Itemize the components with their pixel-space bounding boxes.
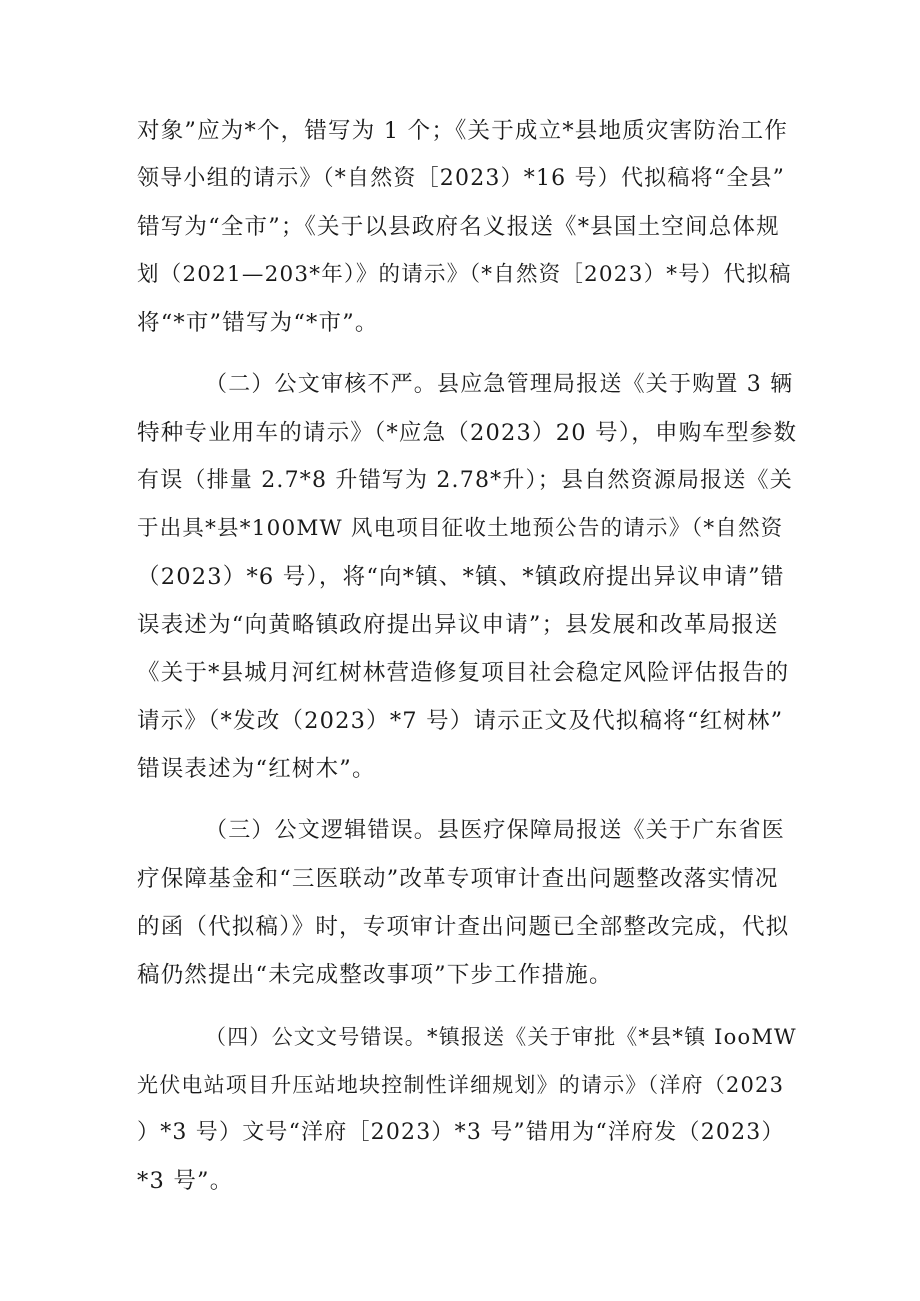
text-line: 光伏电站项目升压站地块控制性详细规划》的请示》（洋府（2023 <box>137 1073 785 1097</box>
text-line: *3 号”。 <box>137 1168 234 1194</box>
text-line: 于出具*县*100MW 风电项目征收土地预公告的请示》（*自然资 <box>137 516 784 541</box>
paragraph-heading-line: （二）公文审核不严。县应急管理局报送《关于购置 3 辆 <box>205 372 794 397</box>
paragraph-heading-line: （四）公文文号错误。*镇报送《关于审批《*县*镇 IooMW <box>205 1025 797 1049</box>
text-line: 特种专业用车的请示》（*应急（2023）20 号），申购车型参数 <box>137 420 797 446</box>
text-line: 稿仍然提出“未完成整改事项”下步工作措施。 <box>137 962 613 988</box>
text-line: 请示》（*发改（2023）*7 号）请示正文及代拟稿将“红树林” <box>137 708 784 734</box>
text-line: 划（2021—203*年）》的请示》（*自然资［2023）*号）代拟稿 <box>137 262 792 287</box>
text-line: 《关于*县城月河红树林营造修复项目社会稳定风险评估报告的 <box>137 660 790 686</box>
text-line: 疗保障基金和“三医联动”改革专项审计查出问题整改落实情况 <box>137 866 779 892</box>
text-line: （2023）*6 号），将“向*镇、*镇、*镇政府提出异议申请”错 <box>137 564 785 590</box>
text-line: ）*3 号）文号“洋府［2023）*3 号”错用为“洋府发（2023） <box>137 1120 785 1145</box>
text-line: 误表述为“向黄略镇政府提出异议申请”；县发展和改革局报送 <box>137 612 779 638</box>
text-line: 对象”应为*个，错写为 1 个；《关于成立*县地质灾害防治工作 <box>137 118 789 144</box>
text-line: 有误（排量 2.7*8 升错写为 2.78*升）；县自然资源局报送《关 <box>137 468 793 493</box>
text-line: 错写为“全市”；《关于以县政府名义报送《*县国土空间总体规 <box>137 214 780 240</box>
paragraph-heading-line: （三）公文逻辑错误。县医疗保障局报送《关于广东省医 <box>205 818 786 843</box>
text-line: 领导小组的请示》（*自然资［2023）*16 号）代拟稿将“全县” <box>137 166 786 191</box>
text-line: 错误表述为“红树木”。 <box>137 756 376 782</box>
text-line: 将“*市”错写为“*市”。 <box>137 310 379 336</box>
text-line: 的函（代拟稿）》时，专项审计查出问题已全部整改完成，代拟 <box>137 914 790 940</box>
